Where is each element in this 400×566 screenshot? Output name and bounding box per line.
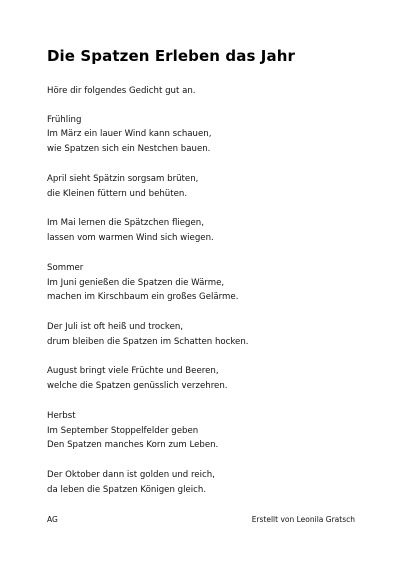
poem-line: Den Spatzen manches Korn zum Leben.: [47, 440, 219, 450]
poem-line: wie Spatzen sich ein Nestchen bauen.: [47, 144, 211, 154]
summer-heading: Sommer: [47, 263, 84, 273]
poem-line: Im März ein lauer Wind kann schauen,: [47, 129, 212, 139]
spring-heading: Frühling: [47, 115, 82, 125]
poem-line: die Kleinen füttern und behüten.: [47, 189, 188, 199]
poem-line: machen im Kirschbaum ein großes Gelärme.: [47, 292, 239, 302]
poem-line: Im Juni genießen die Spatzen die Wärme,: [47, 278, 225, 288]
poem-line: lassen vom warmen Wind sich wiegen.: [47, 233, 214, 243]
poem-line: Im Mai lernen die Spätzchen fliegen,: [47, 218, 204, 228]
poem-title: Die Spatzen Erleben das Jahr: [47, 47, 295, 65]
poem-line: Der Oktober dann ist golden und reich,: [47, 470, 215, 480]
footer-initials: AG: [47, 515, 58, 524]
footer-author: Erstellt von Leonila Gratsch: [251, 515, 355, 524]
poem-line: da leben die Spatzen Königen gleich.: [47, 485, 207, 495]
intro-line: Höre dir folgendes Gedicht gut an.: [47, 86, 196, 96]
poem-line: Im September Stoppelfelder geben: [47, 426, 199, 436]
poem-line: welche die Spatzen genüsslich verzehren.: [47, 381, 228, 391]
poem-line: drum bleiben die Spatzen im Schatten hocken.: [47, 337, 249, 347]
poem-line: April sieht Spätzin sorgsam brüten,: [47, 174, 199, 184]
autumn-heading: Herbst: [47, 411, 76, 421]
poem-line: Der Juli ist oft heiß und trocken,: [47, 322, 184, 332]
poem-line: August bringt viele Früchte und Beeren,: [47, 366, 219, 376]
